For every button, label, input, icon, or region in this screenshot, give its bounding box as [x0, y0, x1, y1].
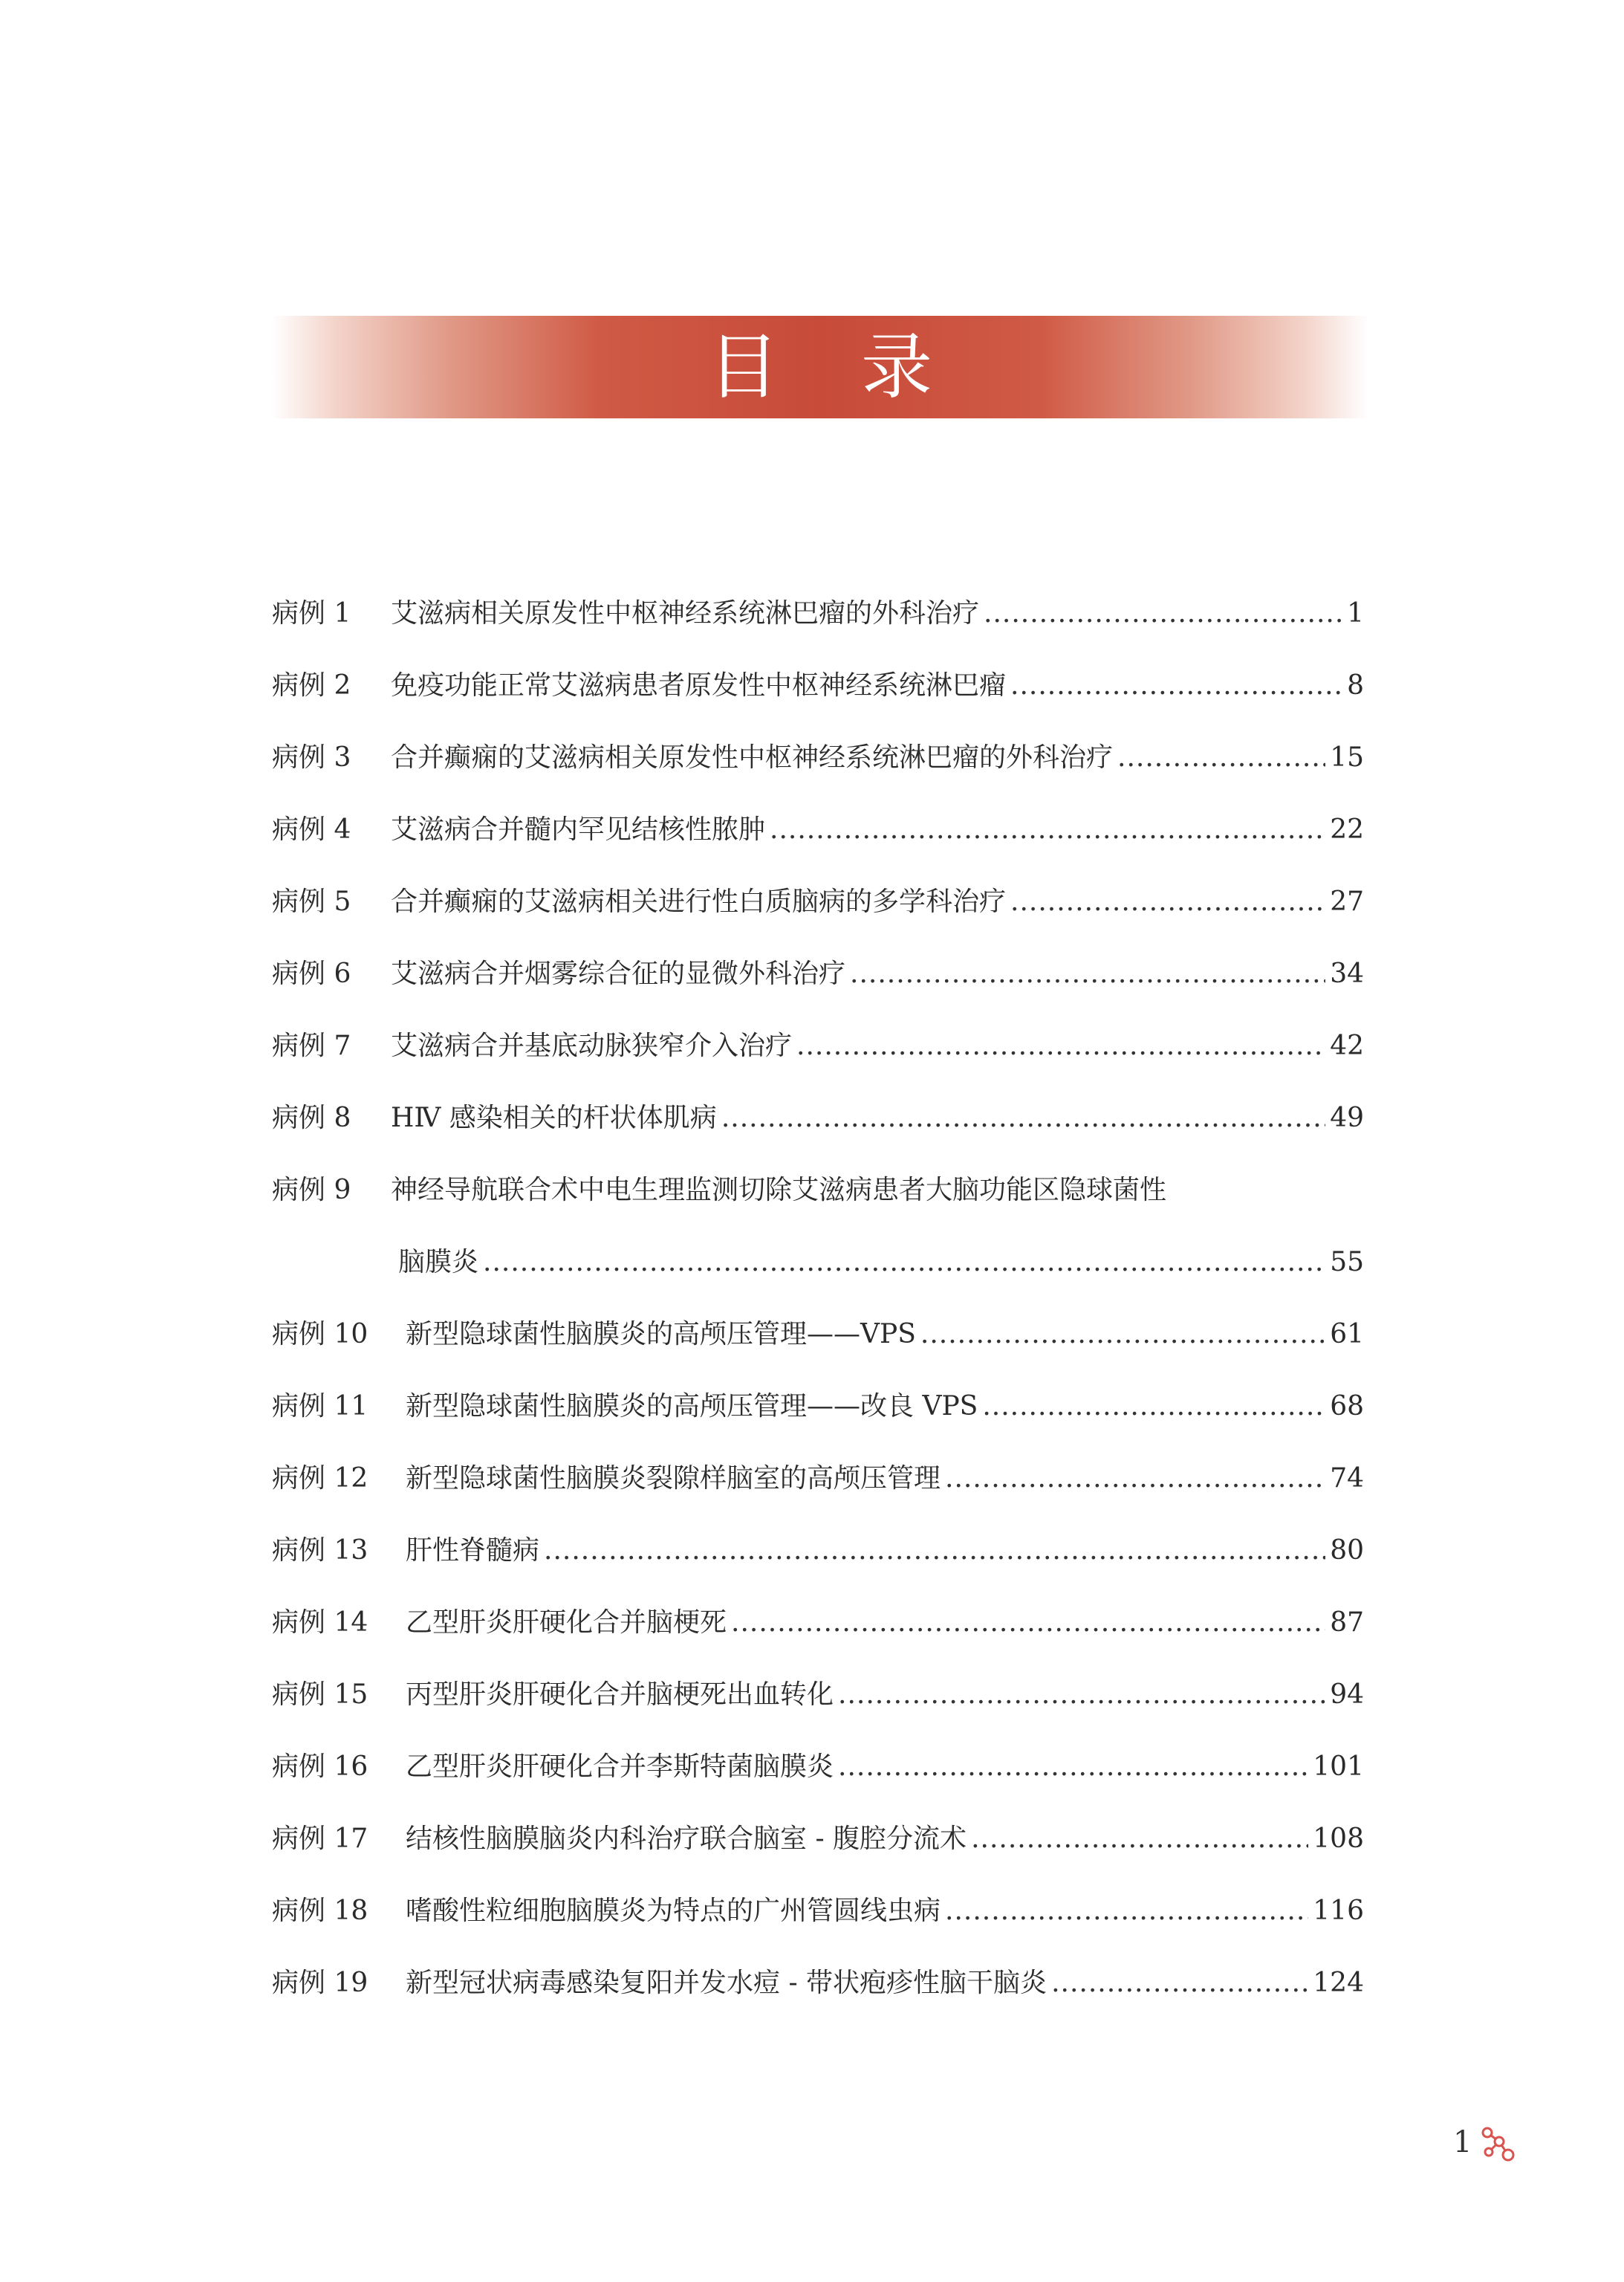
- toc-case-title: 艾滋病相关原发性中枢神经系统淋巴瘤的外科治疗: [391, 598, 980, 629]
- toc-row-6[interactable]: [272, 961, 1364, 1033]
- toc-case-number: 病例 6: [272, 959, 351, 989]
- toc-leader-dots: [838, 1682, 1325, 1708]
- toc-row-9-continued[interactable]: [272, 1249, 1364, 1321]
- toc-page-number: 27: [1330, 886, 1364, 917]
- toc-page-number: 116: [1313, 1896, 1364, 1926]
- toc-case-title: 肝性脊髓病: [406, 1535, 540, 1566]
- toc-case-title: 新型隐球菌性脑膜炎裂隙样脑室的高颅压管理: [406, 1463, 941, 1494]
- toc-case-number: 病例 2: [272, 670, 351, 701]
- toc-case-title: 合并癫痫的艾滋病相关原发性中枢神经系统淋巴瘤的外科治疗: [391, 742, 1114, 773]
- toc-case-number: 病例 9: [272, 1175, 351, 1205]
- toc-case-number: 病例 10: [272, 1319, 368, 1349]
- toc-leader-dots: [982, 1393, 1325, 1420]
- toc-case-number: 病例 4: [272, 814, 351, 845]
- toc-row-14[interactable]: [272, 1607, 1364, 1682]
- toc-page-number: 101: [1313, 1751, 1364, 1782]
- toc-leader-dots: [850, 961, 1325, 988]
- toc-row-9[interactable]: [272, 1177, 1364, 1249]
- toc-leader-dots: [483, 1249, 1325, 1276]
- toc-case-number: 病例 1: [272, 598, 351, 629]
- toc-case-title: 嗜酸性粒细胞脑膜炎为特点的广州管圆线虫病: [406, 1896, 941, 1926]
- toc-case-number: 病例 12: [272, 1463, 368, 1494]
- toc-leader-dots: [945, 1898, 1308, 1925]
- toc-page-number: 22: [1330, 814, 1364, 845]
- toc-page-number: 8: [1347, 670, 1364, 701]
- toc-case-title: 免疫功能正常艾滋病患者原发性中枢神经系统淋巴瘤: [391, 670, 1007, 701]
- toc-case-title: 乙型肝炎肝硬化合并脑梗死: [406, 1607, 727, 1638]
- table-of-contents: [272, 600, 1364, 2042]
- toc-case-title: 结核性脑膜脑炎内科治疗联合脑室 - 腹腔分流术: [406, 1824, 967, 1854]
- toc-case-title: 艾滋病合并髓内罕见结核性脓肿: [391, 814, 766, 845]
- toc-row-3[interactable]: [272, 742, 1364, 817]
- toc-case-number: 病例 16: [272, 1751, 368, 1782]
- toc-row-19[interactable]: [272, 1970, 1364, 2042]
- page-title: 目录: [708, 325, 1014, 409]
- toc-row-17[interactable]: [272, 1826, 1364, 1898]
- toc-page-number: 42: [1330, 1031, 1364, 1061]
- toc-case-title: 艾滋病合并基底动脉狭窄介入治疗: [391, 1031, 793, 1061]
- toc-leader-dots: [1010, 889, 1325, 915]
- toc-row-12[interactable]: [272, 1465, 1364, 1537]
- toc-case-title: 新型冠状病毒感染复阳并发水痘 - 带状疱疹性脑干脑炎: [406, 1968, 1048, 1998]
- toc-page-number: 34: [1330, 959, 1364, 989]
- toc-case-title: HⅣ 感染相关的杆状体肌病: [391, 1103, 717, 1133]
- toc-case-number: 病例 7: [272, 1031, 351, 1061]
- toc-row-16[interactable]: [272, 1751, 1364, 1826]
- toc-page-number: 108: [1313, 1824, 1364, 1854]
- toc-row-8[interactable]: [272, 1105, 1364, 1177]
- toc-page-number: 61: [1330, 1319, 1364, 1349]
- toc-leader-dots: [984, 600, 1342, 627]
- toc-page-number: 49: [1330, 1103, 1364, 1133]
- title-banner: [272, 316, 1368, 418]
- toc-case-title: 乙型肝炎肝硬化合并李斯特菌脑膜炎: [406, 1751, 834, 1782]
- toc-row-11[interactable]: [272, 1393, 1364, 1465]
- toc-case-title: 合并癫痫的艾滋病相关进行性白质脑病的多学科治疗: [391, 886, 1007, 917]
- toc-leader-dots: [1010, 672, 1342, 699]
- toc-case-number: 病例 3: [272, 742, 351, 773]
- molecule-icon: [1480, 2125, 1516, 2162]
- toc-case-number: 病例 11: [272, 1391, 368, 1422]
- toc-row-4[interactable]: [272, 814, 1364, 889]
- toc-page-number: 87: [1330, 1607, 1364, 1638]
- toc-page-number: 94: [1330, 1679, 1364, 1710]
- toc-page-number: 124: [1313, 1968, 1364, 1998]
- toc-row-5[interactable]: [272, 886, 1364, 961]
- toc-page-number: 15: [1330, 742, 1364, 773]
- toc-page-number: 80: [1330, 1535, 1364, 1566]
- toc-page-number: 55: [1330, 1247, 1364, 1277]
- toc-leader-dots: [971, 1826, 1308, 1852]
- toc-case-title: 新型隐球菌性脑膜炎的高颅压管理——改良 VPS: [406, 1391, 978, 1422]
- toc-row-2[interactable]: [272, 672, 1364, 745]
- toc-row-7[interactable]: [272, 1033, 1364, 1105]
- toc-page-number: 1: [1347, 598, 1364, 629]
- toc-case-title: 脑膜炎: [398, 1247, 479, 1277]
- toc-leader-dots: [770, 817, 1325, 843]
- toc-page-number: 74: [1330, 1463, 1364, 1494]
- toc-case-title: 神经导航联合术中电生理监测切除艾滋病患者大脑功能区隐球菌性: [391, 1175, 1167, 1205]
- toc-row-13[interactable]: [272, 1537, 1364, 1610]
- toc-row-1[interactable]: [272, 600, 1364, 672]
- toc-leader-dots: [731, 1610, 1325, 1636]
- toc-case-number: 病例 14: [272, 1607, 368, 1638]
- toc-leader-dots: [544, 1537, 1325, 1564]
- toc-case-number: 病例 8: [272, 1103, 351, 1133]
- toc-case-number: 病例 17: [272, 1824, 368, 1854]
- toc-leader-dots: [1117, 745, 1325, 771]
- toc-page-number: 68: [1330, 1391, 1364, 1422]
- toc-case-number: 病例 13: [272, 1535, 368, 1566]
- toc-leader-dots: [1051, 1970, 1308, 1997]
- toc-case-number: 病例 15: [272, 1679, 368, 1710]
- toc-case-title: 丙型肝炎肝硬化合并脑梗死出血转化: [406, 1679, 834, 1710]
- toc-case-title: 艾滋病合并烟雾综合征的显微外科治疗: [391, 959, 846, 989]
- toc-row-18[interactable]: [272, 1898, 1364, 1970]
- toc-case-number: 病例 19: [272, 1968, 368, 1998]
- toc-leader-dots: [920, 1321, 1325, 1348]
- toc-leader-dots: [945, 1465, 1325, 1492]
- toc-leader-dots: [721, 1105, 1325, 1132]
- toc-row-10[interactable]: [272, 1321, 1364, 1393]
- toc-case-number: 病例 5: [272, 886, 351, 917]
- toc-case-title: 新型隐球菌性脑膜炎的高颅压管理——VPS: [406, 1319, 916, 1349]
- toc-leader-dots: [838, 1754, 1308, 1780]
- toc-leader-dots: [796, 1033, 1325, 1060]
- toc-case-number: 病例 18: [272, 1896, 368, 1926]
- toc-row-15[interactable]: [272, 1679, 1364, 1754]
- footer-page-number: 1: [1453, 2125, 1472, 2159]
